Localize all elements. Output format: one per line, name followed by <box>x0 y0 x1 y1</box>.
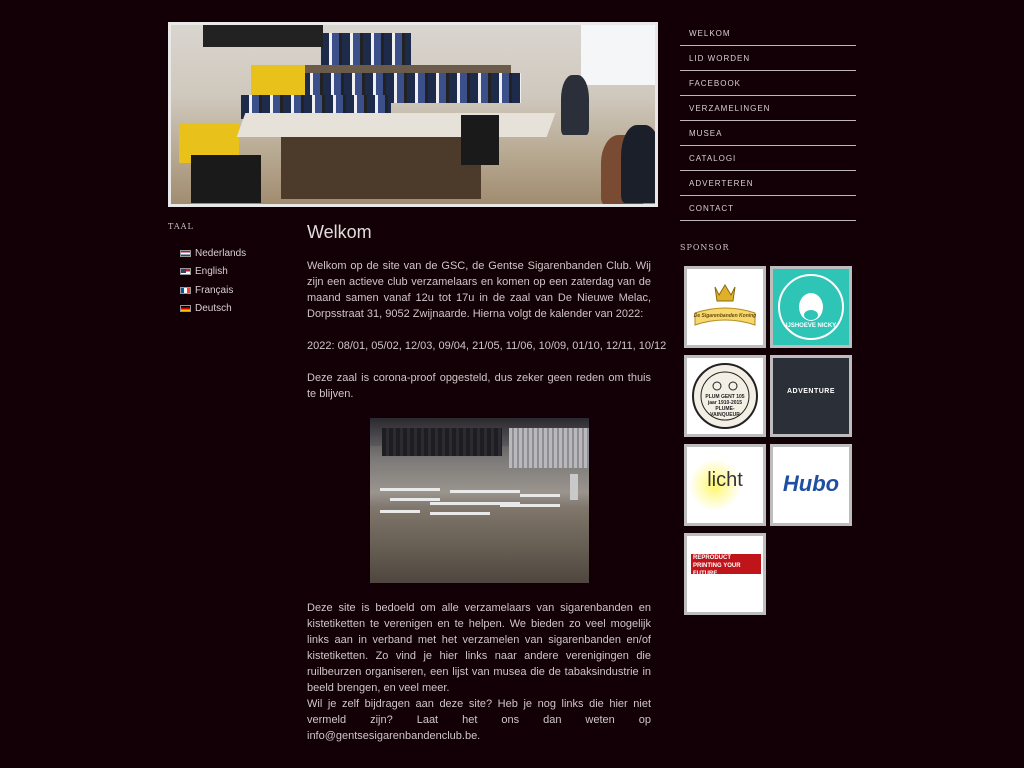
sponsor-name: IJSHOEVE NICKY <box>785 323 837 329</box>
cow-head-icon <box>773 269 849 345</box>
france-flag-icon <box>180 287 191 294</box>
sponsor-name: Hubo <box>782 471 840 496</box>
germany-flag-icon <box>180 305 191 312</box>
nav-item-facebook[interactable]: FACEBOOK <box>680 71 856 96</box>
language-label[interactable]: Deutsch <box>195 303 232 315</box>
language-widget-title: TAAL <box>168 222 194 231</box>
main-navigation <box>680 22 856 221</box>
sponsor-logo-ijshoeve-nicky[interactable] <box>770 266 852 348</box>
nav-item-contact[interactable]: CONTACT <box>680 196 856 221</box>
netherlands-flag-icon <box>180 250 191 257</box>
nav-item-lid-worden[interactable]: LID WORDEN <box>680 46 856 71</box>
sponsor-name: REPRODUCT PRINTING YOUR FUTURE <box>693 555 741 577</box>
crown-icon <box>687 269 763 345</box>
nav-item-catalogi[interactable]: CATALOGI <box>680 146 856 171</box>
sponsor-logo-plum-gent[interactable] <box>684 355 766 437</box>
purpose-paragraph: Deze site is bedoeld om alle verzamelaars van sigarenbanden en kistetiketten te verenigen en te helpen. We bieden zo veel mogelijk links aan in verband met het verzamelen van sigarenbanden en/of kistetiketten. Zo vind je hier links naar andere verenigingen die ruilbeurzen organiseren, een lijst van musea die de tabaksindustrie in beeld brengen, en veel meer. <box>307 602 651 694</box>
nav-item-adverteren[interactable]: ADVERTEREN <box>680 171 856 196</box>
language-item-english[interactable] <box>180 263 246 282</box>
sponsor-logo-reproduct[interactable] <box>684 533 766 615</box>
sponsor-logo-hubo[interactable] <box>770 444 852 526</box>
sponsor-logo-licht[interactable] <box>684 444 766 526</box>
page-title: Welkom <box>307 222 372 242</box>
intro-paragraph: Welkom op de site van de GSC, de Gentse Sigarenbanden Club. Wij zijn een actieve club verzamelaars en komen op een zaterdag van de maand samen vanaf 12u tot 17u in de zaal van De Nieuwe Melac, Dorpsstraat 31, 9052 Zwijnaarde. Hierna volgt de kalender van 2022: <box>307 260 651 320</box>
language-label[interactable]: English <box>195 266 228 278</box>
contribute-paragraph: Wil je zelf bijdragen aan deze site? Heb je nog links die hier niet vermeld zijn? Laat het ons dan weten op info@gentsesigarenbandenclub.be. <box>307 698 651 742</box>
sponsor-name: licht <box>707 469 743 491</box>
meeting-hall-photo <box>370 418 589 583</box>
language-item-francais[interactable] <box>180 281 246 300</box>
calendar-paragraph: 2022: 08/01, 05/02, 12/03, 09/04, 21/05, 11/06, 10/09, 01/10, 12/11, 10/12 <box>307 340 667 352</box>
nav-item-verzamelingen[interactable]: VERZAMELINGEN <box>680 96 856 121</box>
nav-item-welkom[interactable]: WELKOM <box>680 22 856 46</box>
usa-flag-icon <box>180 268 191 275</box>
sponsor-name: De Sigarenbanden Koning <box>693 313 757 319</box>
sponsor-name: ADVENTURE <box>786 388 836 395</box>
header-photo-club-room <box>171 25 655 204</box>
language-item-deutsch[interactable] <box>180 300 246 319</box>
sponsor-logo-adventure[interactable] <box>770 355 852 437</box>
language-label[interactable]: Nederlands <box>195 247 247 259</box>
language-label[interactable]: Français <box>195 284 234 296</box>
main-content <box>307 220 667 742</box>
nav-item-musea[interactable]: MUSEA <box>680 121 856 146</box>
corona-paragraph: Deze zaal is corona-proof opgesteld, dus zeker geen reden om thuis te blijven. <box>307 372 651 400</box>
sponsor-logo-koning[interactable] <box>684 266 766 348</box>
sponsor-widget-title: SPONSOR <box>680 243 730 252</box>
language-list <box>180 244 246 318</box>
language-item-nederlands[interactable] <box>180 244 246 263</box>
header-image-frame <box>168 22 658 207</box>
sponsor-name: PLUM GENT 105 jaar 1910-2015 PLUME-VAINQUEUR <box>705 394 745 418</box>
